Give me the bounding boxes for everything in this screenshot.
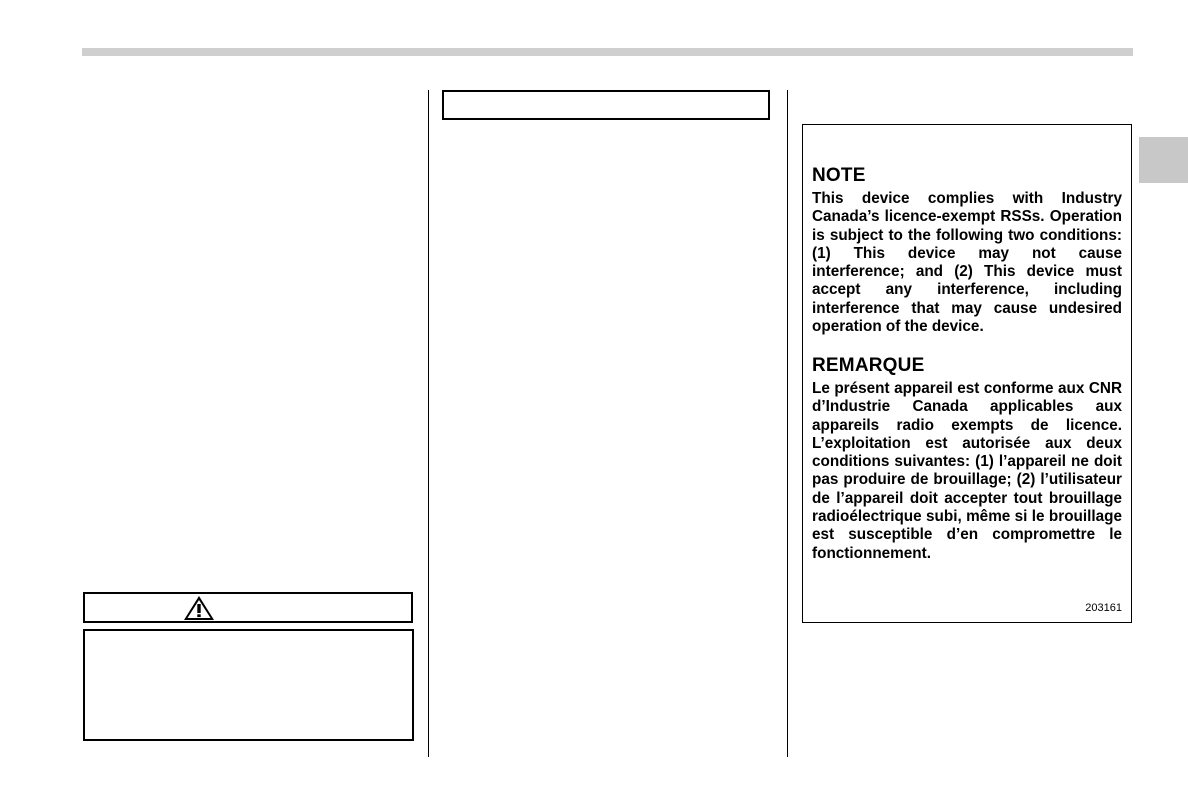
remarque-heading: REMARQUE [812, 355, 925, 376]
side-tab [1139, 137, 1188, 183]
column-divider-right [787, 90, 788, 757]
warning-header-box [83, 592, 413, 623]
warning-triangle-icon [183, 595, 215, 621]
figure-code: 203161 [1085, 602, 1122, 614]
note-panel [802, 124, 1132, 623]
middle-column-header-box [442, 90, 770, 120]
top-rule [82, 48, 1133, 56]
column-divider-left [428, 90, 429, 757]
warning-body-box [83, 629, 414, 741]
note-text: This device complies with Industry Canada’s licence-exempt RSSs. Operation is subject to the following two conditions: (1) This device may not cause interference; and (2) This device must accept any interference, including interference that may cause undesired operation of the device. [812, 190, 1122, 336]
note-heading: NOTE [812, 165, 866, 186]
remarque-text: Le présent appareil est conforme aux CNR d’Industrie Canada applicables aux appareils radio exempts de licence. L’exploitation est autorisée aux deux conditions suivantes: (1) l’appareil ne doit pas produire de brouillage; (2) l’utilisateur de l’appareil doit accepter tout brouillage radioélectrique subi, même si le brouillage est susceptible d’en compromettre le fonctionnement. [812, 380, 1122, 562]
